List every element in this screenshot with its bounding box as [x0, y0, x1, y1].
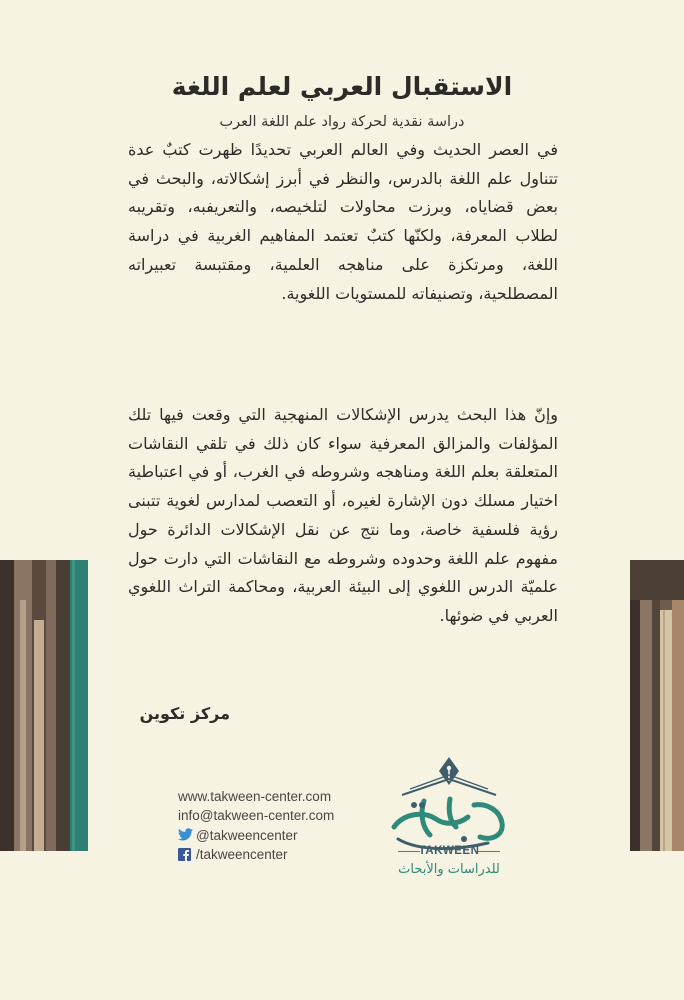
twitter-icon — [178, 828, 194, 842]
facebook-link[interactable] — [178, 845, 368, 864]
description-paragraph-2: وإنّ هذا البحث يدرس الإشكالات المنهجية التي وقعت فيها تلك المؤلفات والمزالق المعرفية سواء كان ذلك في تلقي النقاشات المتعلقة بعلم اللغة ومناهجه وشروطه في الغرب، أو في اعتباطية اختيار مسلك دون الإشارة لغيره، أو التعصب لمدارس لغوية تتبنى رؤية فلسفية خاصة، وما نتج عن نقل الإشكالات الدائرة حول مفهوم علم اللغة وحدوده وشروطه مع النقاشات التي دارت حول علميّة الدرس اللغوي إلى البيئة العربية، ومحاكمة التراث اللغوي العربي في ضوئها. — [128, 405, 558, 625]
takween-logo — [384, 755, 514, 875]
facebook-handle: /takweencenter — [196, 846, 288, 862]
books-decoration-left — [0, 560, 88, 851]
description-paragraph-1: في العصر الحديث وفي العالم العربي تحديدًا ظهرت كتبٌ عدة تتناول علم اللغة بالدرس، والنظر في أبرز إشكالاته، والبحث في بعض قضاياه، وبرزت محاولات لتلخيصه، والتعريفبه، وتقريبه لطلاب المعرفة، ولكنّها كتبٌ تعتمد المفاهيم الغربية في دراسة اللغة، ومرتكزة على مناهجه العلمية، ومقتبسة تعبيراته المصطلحية، وتصنيفاته للمستويات اللغوية. — [128, 140, 558, 303]
website-link[interactable]: www.takween-center.com — [178, 789, 332, 804]
book-title: الاستقبال العربي لعلم اللغة — [171, 72, 513, 101]
publisher-signature: مركز تكوين — [139, 704, 230, 723]
twitter-handle: @takweencenter — [196, 827, 298, 843]
books-decoration-right — [630, 560, 684, 851]
twitter-link[interactable] — [178, 826, 368, 845]
facebook-icon — [178, 848, 194, 862]
contact-block — [178, 787, 368, 864]
takween-wordmark — [394, 799, 502, 849]
logo-latin-name: TAKWEEN — [418, 845, 480, 857]
book-subtitle: دراسة نقدية لحركة رواد علم اللغة العرب — [219, 114, 465, 130]
logo-arabic-tagline: للدراسات والأبحاث — [398, 862, 500, 877]
email-link[interactable]: info@takween-center.com — [178, 808, 335, 824]
